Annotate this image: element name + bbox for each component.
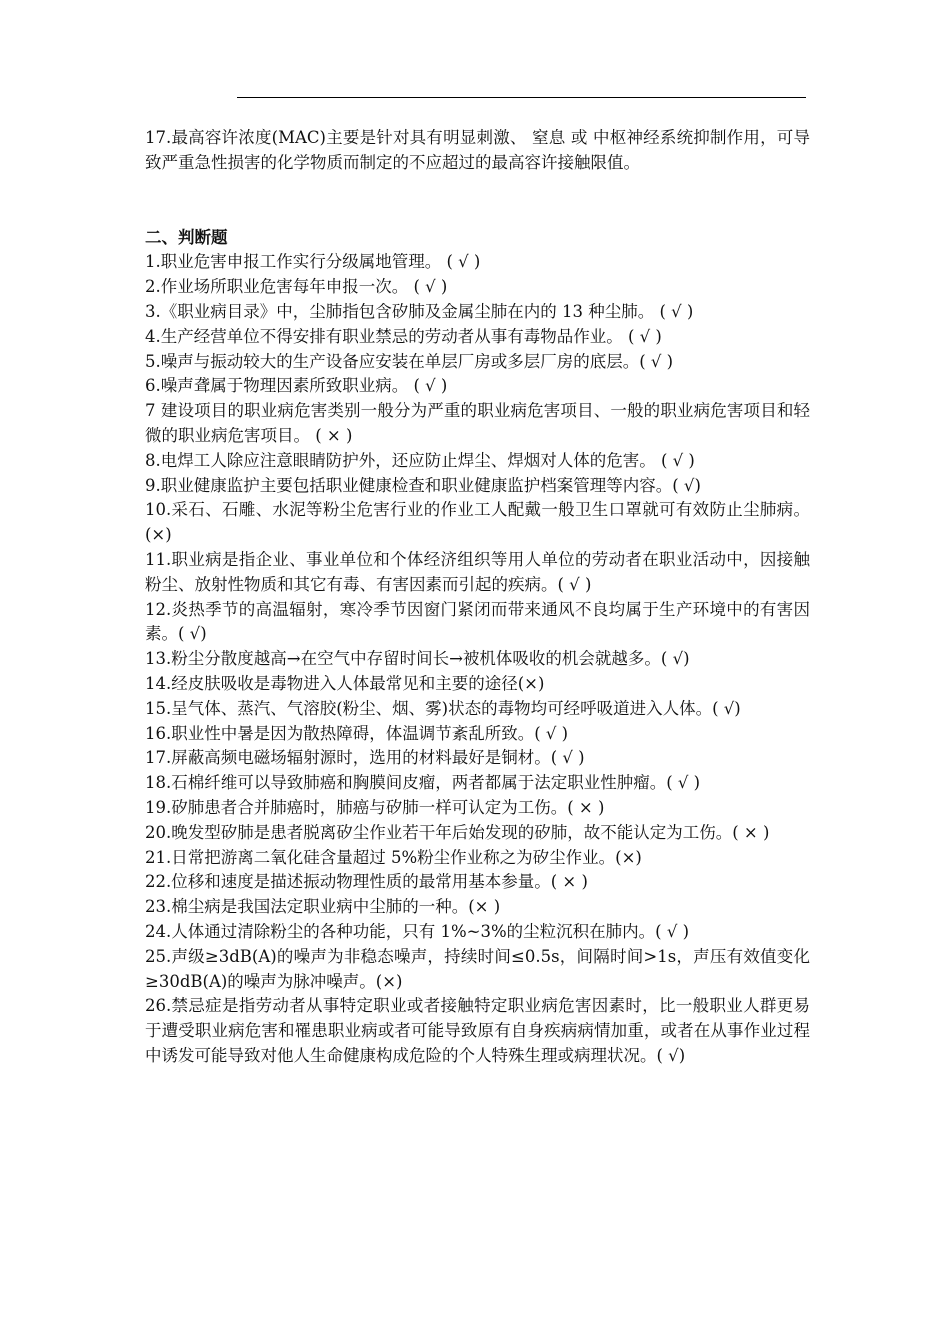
question-item: 16.职业性中暑是因为散热障碍，体温调节紊乱所致。( √ ) [145,723,569,743]
question-item: 26.禁忌症是指劳动者从事特定职业或者接触特定职业病危害因素时，比一般职业人群更易于遭受职业病危害和罹患职业病或者可能导致原有自身疾病病情加重，或者在从事作业过程中诱发可能导致对他人生命健康构成危险的个人特殊生理或病理状况。( √) [145,996,810,1065]
question-item: 11.职业病是指企业、事业单位和个体经济组织等用人单位的劳动者在职业活动中，因接触粉尘、放射性物质和其它有毒、有害因素而引起的疾病。( √ ) [145,549,810,594]
question-item: 7 建设项目的职业病危害类别一般分为严重的职业病危害项目、一般的职业病危害项目和轻微的职业病危害项目。 ( × ) [145,401,810,445]
question-item: 5.噪声与振动较大的生产设备应安装在单层厂房或多层厂房的底层。( √ ) [145,351,674,371]
question-item: 4.生产经营单位不得安排有职业禁忌的劳动者从事有毒物品作业。 ( √ ) [145,326,662,346]
question-item: 13.粉尘分散度越高→在空气中存留时间长→被机体吸收的机会就越多。( √) [145,649,690,669]
question-item: 24.人体通过清除粉尘的各种功能，只有 1%~3%的尘粒沉积在肺内。( √ ) [145,921,690,941]
document-body [145,126,810,1069]
question-item: 1.职业危害申报工作实行分级属地管理。 ( √ ) [145,252,481,272]
header-rule [237,97,806,98]
intro-item: 17.最高容许浓度(MAC)主要是针对具有明显刺激、 窒息 或 中枢神经系统抑制作用，可导致严重急性损害的化学物质而制定的不应超过的最高容许接触限值。 [145,128,810,172]
question-item: 17.屏蔽高频电磁场辐射源时，选用的材料最好是铜材。( √ ) [145,748,585,768]
section-heading: 二、判断题 [145,227,228,247]
question-item: 12.炎热季节的高温辐射，寒冷季节因窗门紧闭而带来通风不良均属于生产环境中的有害因素。( √) [145,599,810,644]
question-item: 9.职业健康监护主要包括职业健康检查和职业健康监护档案管理等内容。( √) [145,475,701,495]
question-item: 25.声级≥3dB(A)的噪声为非稳态噪声，持续时间≤0.5s，间隔时间>1s，声压有效值变化≥30dB(A)的噪声为脉冲噪声。(×) [145,946,810,991]
question-item: 23.棉尘病是我国法定职业病中尘肺的一种。(× ) [145,897,501,917]
question-item: 8.电焊工人除应注意眼睛防护外，还应防止焊尘、焊烟对人体的危害。 ( √ ) [145,450,695,470]
question-item: 14.经皮肤吸收是毒物进入人体最常见和主要的途径(×) [145,673,545,693]
question-item: 3.《职业病目录》中，尘肺指包含矽肺及金属尘肺在内的 13 种尘肺。 ( √ ) [145,301,694,321]
question-list [145,250,810,1068]
question-item: 22.位移和速度是描述振动物理性质的最常用基本参量。( × ) [145,872,588,892]
question-item: 19.矽肺患者合并肺癌时，肺癌与矽肺一样可认定为工伤。( × ) [145,797,605,817]
question-item: 15.呈气体、蒸汽、气溶胶(粉尘、烟、雾)状态的毒物均可经呼吸道进入人体。( √) [145,698,741,718]
question-item: 2.作业场所职业危害每年申报一次。 ( √ ) [145,277,448,297]
question-item: 21.日常把游离二氧化硅含量超过 5%粉尘作业称之为矽尘作业。(×) [145,847,642,867]
question-item: 18.石棉纤维可以导致肺癌和胸膜间皮瘤，两者都属于法定职业性肿瘤。( √ ) [145,773,701,793]
question-item: 20.晚发型矽肺是患者脱离矽尘作业若干年后始发现的矽肺，故不能认定为工伤。( × ) [145,822,770,842]
question-item: 10.采石、石雕、水泥等粉尘危害行业的作业工人配戴一般卫生口罩就可有效防止尘肺病。(×) [145,500,810,545]
question-item: 6.噪声聋属于物理因素所致职业病。 ( √ ) [145,376,448,396]
